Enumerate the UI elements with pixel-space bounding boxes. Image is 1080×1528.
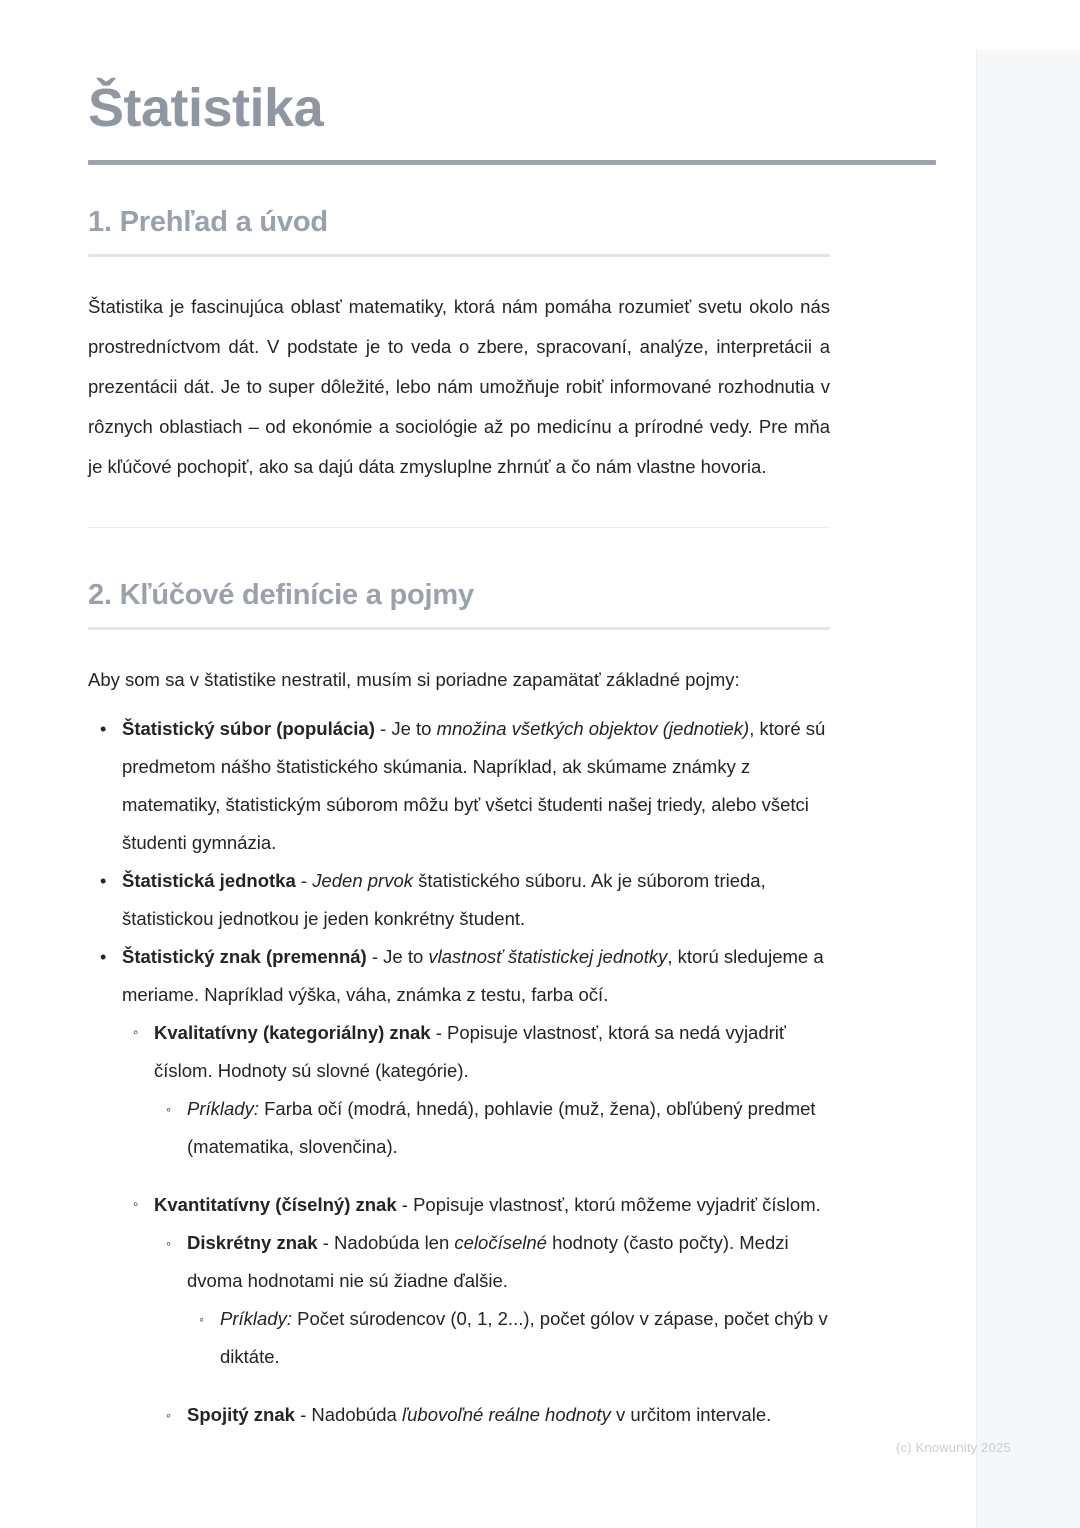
bullet-disc-icon: • (100, 871, 107, 892)
spacer (88, 650, 936, 660)
examples-text: Farba očí (modrá, hnedá), pohlavie (muž, žena), obľúbený predmet (matematika, slovenčina). (187, 1098, 816, 1158)
list-item-text (187, 1090, 827, 1166)
dash: - (396, 1194, 414, 1216)
bullet-disc-icon: • (100, 719, 107, 740)
spacer (88, 257, 936, 277)
quantitative-subtypes-list (154, 1224, 936, 1434)
spacer (88, 558, 936, 578)
dash: - (374, 718, 392, 740)
list-item-text (122, 938, 830, 1014)
term-label: Štatistický súbor (populácia) (122, 718, 375, 740)
term-label: Spojitý znak (187, 1404, 295, 1426)
definition-pre: Je to (383, 946, 429, 968)
term-label: Štatistický znak (premenná) (122, 946, 367, 968)
discrete-examples-list (187, 1300, 936, 1376)
definition-post: , ktoré sú predmetom nášho štatistického skúmania. Napríklad, ak skúmame známky z matematiky, štatistickým súborom môžu byť všetci študenti našej triedy, alebo všetci študenti gymnázia. (122, 718, 826, 854)
list-item-text (220, 1300, 860, 1376)
copyright-watermark: (c) Knowunity 2025 (896, 1440, 1011, 1455)
section-definitions (88, 578, 936, 1434)
term-label: Kvantitatívny (číselný) znak (154, 1194, 397, 1216)
definition-pre: Nadobúda len (334, 1232, 455, 1254)
list-item-text (122, 710, 830, 862)
section-heading-1: 1. Prehľad a úvod (88, 206, 328, 239)
definition-post: hodnoty (často počty). Medzi dvoma hodnotami nie sú žiadne ďalšie. (187, 1232, 789, 1292)
list-item (154, 1224, 936, 1376)
definition-emphasis: ľubovoľné reálne hodnoty (401, 1404, 611, 1426)
list-item-text (122, 862, 830, 938)
section-2-lead: Aby som sa v štatistike nestratil, musím si poriadne zapamätať základné pojmy: (88, 669, 740, 691)
term-label: Diskrétny znak (187, 1232, 318, 1254)
list-item (88, 710, 936, 862)
term-label: Štatistická jednotka (122, 870, 296, 892)
bullet-disc-icon: • (100, 947, 107, 968)
definition-emphasis: množina všetkých objektov (jednotiek) (436, 718, 750, 740)
term-label: Kvalitatívny (kategoriálny) znak (154, 1022, 431, 1044)
page-edge-panel (976, 50, 1080, 1528)
definition-post: v určitom intervale. (610, 1404, 772, 1426)
list-item (88, 862, 936, 938)
spacer (88, 277, 936, 287)
list-item (122, 1186, 936, 1434)
dash: - (295, 870, 313, 892)
definition-body: Popisuje vlastnosť, ktorú môžeme vyjadriť číslom. (413, 1194, 821, 1216)
definition-post: štatistického súboru. Ak je súborom trieda, štatistickou jednotkou je jeden konkrétny študent. (122, 870, 766, 930)
bullet-circle-icon: ◦ (199, 1311, 204, 1328)
dash: - (366, 946, 384, 968)
bullet-circle-icon: ◦ (133, 1024, 139, 1042)
definition-pre: Je to (391, 718, 437, 740)
definition-pre: Nadobúda (311, 1404, 402, 1426)
spacer (88, 165, 936, 195)
list-item (88, 938, 936, 1434)
list-item (154, 1396, 936, 1434)
list-item (154, 1090, 936, 1166)
document-content (88, 0, 936, 1434)
section-1-paragraph: Štatistika je fascinujúca oblasť matematiky, ktorá nám pomáha rozumieť svetu okolo nás prostredníctvom dát. V podstate je to veda o zbere, spracovaní, analýze, interpretácii a prezentácii dát. Je to super dôležité, lebo nám umožňuje robiť informované rozhodnutia v rôznych oblastiach – od ekonómie a sociológie až po medicínu a prírodné vedy. Pre mňa je kľúčové pochopiť, ako sa dajú dáta zmysluplne zhrnúť a čo nám vlastne hovoria. (88, 296, 830, 478)
bullet-circle-icon: ◦ (166, 1235, 171, 1252)
definition-emphasis: Jeden prvok (312, 870, 414, 892)
spacer (88, 195, 936, 205)
spacer (88, 517, 936, 527)
list-item-text (154, 1186, 830, 1224)
examples-label: Príklady: (220, 1308, 292, 1330)
qualitative-examples-list (154, 1090, 936, 1166)
spacer (88, 700, 936, 710)
definition-post: , ktorú sledujeme a meriame. Napríklad výška, váha, známka z testu, farba očí. (122, 946, 824, 1006)
bullet-circle-icon: ◦ (133, 1196, 139, 1214)
bullet-circle-icon: ◦ (166, 1407, 171, 1424)
spacer (88, 487, 936, 517)
examples-label: Príklady: (187, 1098, 259, 1120)
section-overview (88, 205, 936, 487)
list-item-text (154, 1014, 830, 1090)
spacer (122, 1166, 936, 1186)
definitions-list (88, 710, 936, 1434)
spacer (154, 1376, 936, 1396)
znak-subtypes-list (122, 1014, 936, 1434)
list-item-text (187, 1396, 827, 1434)
list-item-text (187, 1224, 827, 1300)
page-title: Štatistika (88, 78, 324, 138)
dash: - (430, 1022, 448, 1044)
bullet-circle-icon: ◦ (166, 1101, 171, 1118)
definition-body: Popisuje vlastnosť, ktorá sa nedá vyjadriť číslom. Hodnoty sú slovné (kategórie). (154, 1022, 786, 1082)
examples-text: Počet súrodencov (0, 1, 2...), počet gólov v zápase, počet chýb v diktáte. (220, 1308, 828, 1368)
spacer (88, 528, 936, 558)
list-item (122, 1014, 936, 1166)
definition-emphasis: celočíselné (454, 1232, 547, 1254)
spacer (88, 630, 936, 650)
definition-emphasis: vlastnosť štatistickej jednotky (428, 946, 668, 968)
list-item (187, 1300, 936, 1376)
dash: - (294, 1404, 312, 1426)
section-heading-2: 2. Kľúčové definície a pojmy (88, 579, 474, 612)
dash: - (317, 1232, 335, 1254)
